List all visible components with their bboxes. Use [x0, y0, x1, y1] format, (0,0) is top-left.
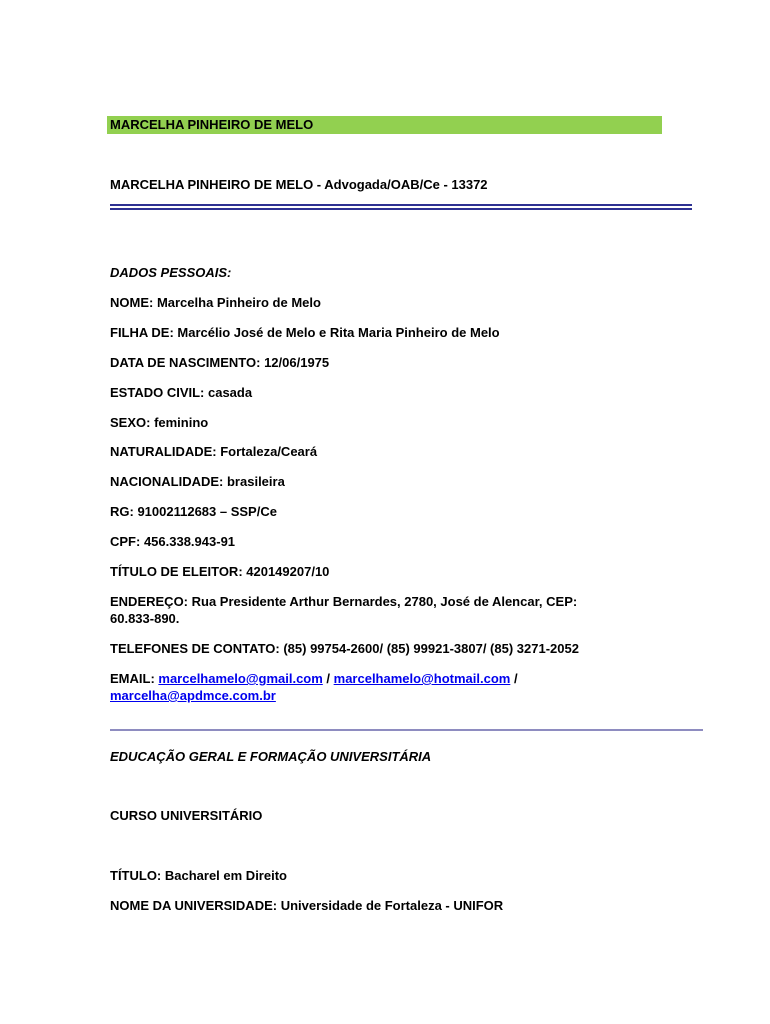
header-name: MARCELHA PINHEIRO DE MELO — [110, 117, 314, 132]
title-line: MARCELHA PINHEIRO DE MELO - Advogada/OAB/Ce - 13372 — [110, 177, 488, 192]
name-header-bar — [107, 116, 662, 134]
field-sexo: SEXO: feminino — [110, 415, 209, 430]
email-link-gmail[interactable]: marcelhamelo@gmail.com — [158, 671, 323, 686]
email-label: EMAIL: — [110, 671, 159, 686]
email-separator: / — [322, 671, 334, 686]
field-endereco-line1: ENDEREÇO: Rua Presidente Arthur Bernardes, 2780, José de Alencar, CEP: — [110, 594, 578, 609]
field-nome: NOME: Marcelha Pinheiro de Melo — [110, 295, 321, 310]
field-titulo-eleitor: TÍTULO DE ELEITOR: 420149207/10 — [110, 564, 330, 579]
section-divider — [110, 729, 703, 731]
field-telefones: TELEFONES DE CONTATO: (85) 99754-2600/ (85) 99921-3807/ (85) 3271-2052 — [110, 641, 579, 656]
field-curso: CURSO UNIVERSITÁRIO — [110, 808, 263, 823]
field-nacionalidade: NACIONALIDADE: brasileira — [110, 474, 285, 489]
email-separator: / — [510, 671, 518, 686]
field-naturalidade: NATURALIDADE: Fortaleza/Ceará — [110, 444, 318, 459]
field-endereco-line2: 60.833-890. — [110, 611, 180, 626]
field-titulo: TÍTULO: Bacharel em Direito — [110, 868, 287, 883]
field-rg: RG: 91002112683 – SSP/Ce — [110, 504, 277, 519]
field-estado-civil: ESTADO CIVIL: casada — [110, 385, 253, 400]
field-email-line2 — [110, 688, 276, 704]
personal-section-heading: DADOS PESSOAIS: — [110, 265, 232, 280]
field-filha: FILHA DE: Marcélio José de Melo e Rita Maria Pinheiro de Melo — [110, 325, 500, 340]
field-email-line1 — [110, 671, 518, 687]
email-link-hotmail[interactable]: marcelhamelo@hotmail.com — [333, 671, 511, 686]
field-nascimento: DATA DE NASCIMENTO: 12/06/1975 — [110, 355, 330, 370]
email-link-apdmce[interactable]: marcelha@apdmce.com.br — [110, 688, 276, 703]
blue-divider-bottom — [110, 208, 692, 210]
education-section-heading: EDUCAÇÃO GERAL E FORMAÇÃO UNIVERSITÁRIA — [110, 749, 432, 764]
field-universidade: NOME DA UNIVERSIDADE: Universidade de Fortaleza - UNIFOR — [110, 898, 504, 913]
blue-divider-top — [110, 204, 692, 206]
field-cpf: CPF: 456.338.943-91 — [110, 534, 236, 549]
